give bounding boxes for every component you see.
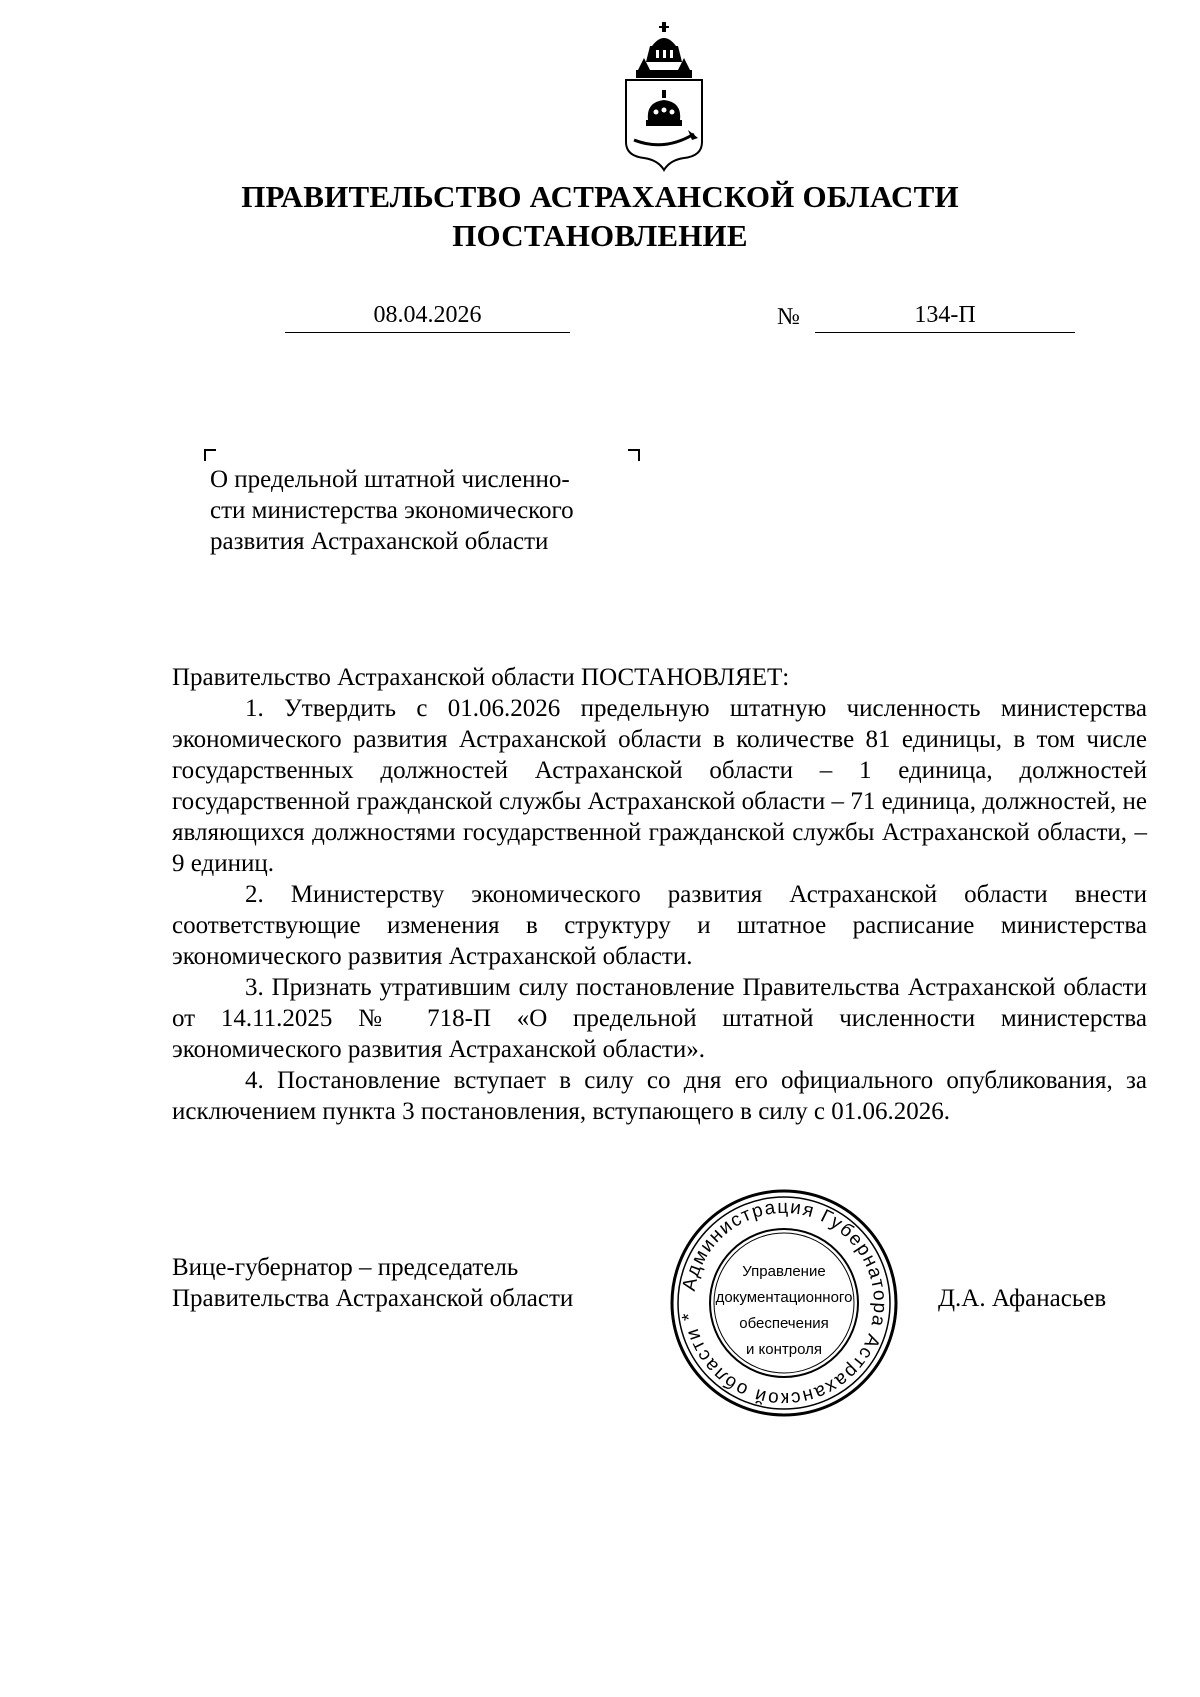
body-item-4: 4. Постановление вступает в силу со дня его официального опубликования, за исключением пункта 3 постановления, вступающего в силу с 01.06.2026.: [172, 1067, 1147, 1125]
document-type-title: ПОСТАНОВЛЕНИЕ: [452, 218, 748, 253]
signer-position-line: Правительства Астраханской области: [172, 1285, 574, 1312]
subject-line: сти министерства экономического: [210, 497, 574, 524]
signer-name: Д.А. Афанасьев: [938, 1285, 1107, 1312]
title-corner-right: [628, 449, 640, 461]
body-item-2: 2. Министерству экономического развития Астраханской области внести соответствующие изменения в структуру и штатное расписание министерства экономического развития Астраханской области.: [172, 881, 1147, 970]
stamp-center-line: Управление: [742, 1263, 826, 1280]
subject-line: развития Астраханской области: [210, 528, 549, 555]
government-title: ПРАВИТЕЛЬСТВО АСТРАХАНСКОЙ ОБЛАСТИ: [241, 179, 959, 214]
subject-line: О предельной штатной численно-: [210, 466, 570, 493]
stamp-center-line: документационного: [715, 1289, 853, 1306]
title-corner-left: [204, 449, 216, 461]
document-subject: [210, 464, 640, 557]
document-number: 134-П: [815, 300, 1075, 333]
signer-position: [172, 1252, 573, 1314]
stamp-center-text: [704, 1259, 864, 1363]
preamble: Правительство Астраханской области ПОСТАНОВЛЯЕТ:: [172, 664, 790, 691]
document-body: [172, 662, 1147, 1127]
number-sign: №: [777, 304, 800, 330]
coat-of-arms-emblem: [616, 20, 712, 172]
stamp-ring-text: Администрация Губернатора Астраханской области *: [678, 1196, 891, 1410]
signer-position-line: Вице-губернатор – председатель: [172, 1254, 519, 1281]
body-item-3: 3. Признать утратившим силу постановление Правительства Астраханской области от 14.11.2025 № 718-П «О предельной штатной численности министерства экономического развития Астраханской области».: [172, 974, 1147, 1063]
stamp-center-line: и контроля: [745, 1341, 822, 1358]
document-date: 08.04.2026: [285, 300, 570, 333]
stamp-center-line: обеспечения: [739, 1315, 829, 1332]
body-item-1: 1. Утвердить с 01.06.2026 предельную штатную численность министерства экономического развития Астраханской области в количестве 81 единицы, в том числе государственных должностей Астраханской области – 1 единица, должностей государственной гражданской службы Астраханской области – 71 единица, должностей, не являющихся должностями государственной гражданской службы Астраханской области, – 9 единиц.: [172, 695, 1147, 877]
